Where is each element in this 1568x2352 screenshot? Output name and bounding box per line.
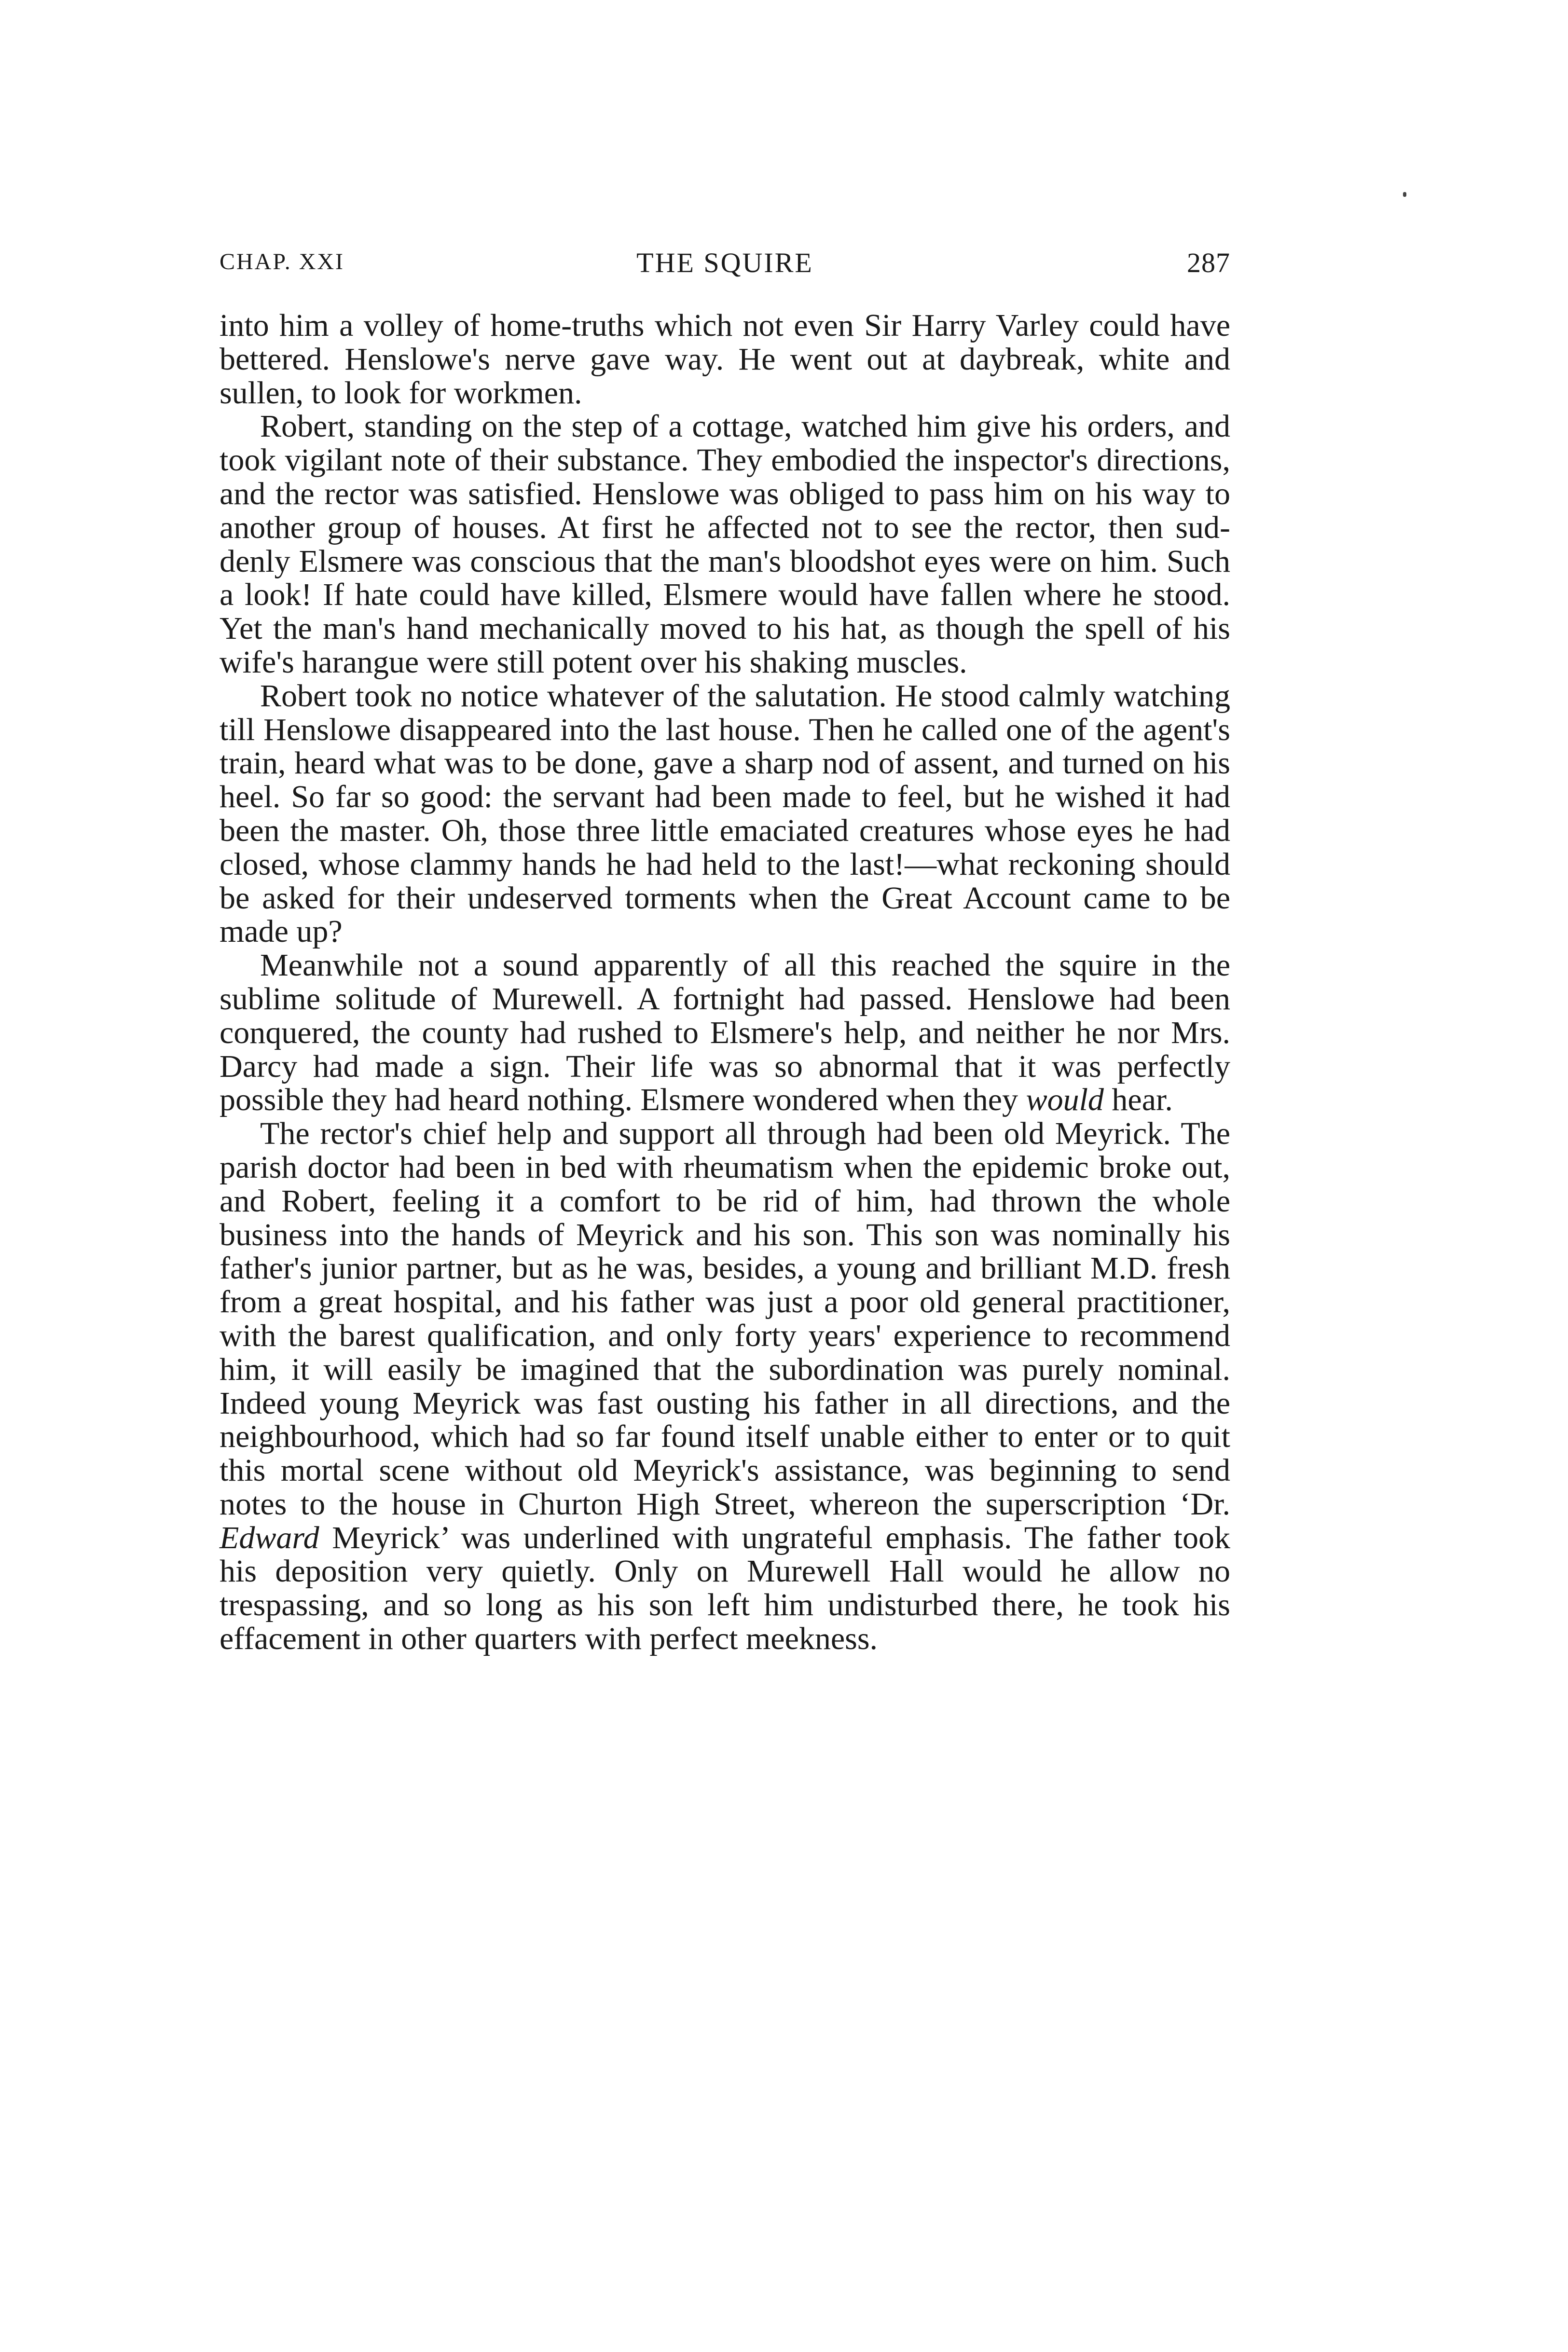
paragraph: into him a volley of home-truths which not even Sir Harry Varley could have bettered. Henslowe's nerve gave way. He went out at daybreak, white and sullen, to look for workmen. [220, 308, 1230, 411]
running-header [220, 248, 1230, 282]
running-title: THE SQUIRE [636, 247, 813, 278]
page-number: 287 [1187, 247, 1230, 278]
body-text [220, 309, 1230, 1656]
text-run: Meanwhile not a sound apparently of all this reached the squire in the sublime solitude of Murewell. A fortnight had passed. Henslowe had been conquered, the county had rushed to Elsmere's help, and neither he nor Mrs. Darcy had made a sign. Their life was so abnormal that it was perfectly possible they had heard nothing. Elsmere wondered when they [220, 948, 1230, 1118]
paragraph: Robert took no notice whatever of the salutation. He stood calmly watching till Henslowe disappeared into the last house. Then he called one of the agent's train, heard what was to be done, gave a sharp nod of assent, and turned on his heel. So far so good: the servant had been made to feel, but he wished it had been the master. Oh, those three little emaciated creatures whose eyes he had closed, whose clammy hands he had held to the last!—what reckoning should be asked for their undeserved torments when the Great Account came to be made up? [220, 678, 1230, 949]
text-run: The rector's chief help and support all through had been old Meyrick. The parish doctor had been in bed with rheumatism when the epidemic broke out, and Robert, feeling it a comfort to be rid of him, had thrown the whole business into the hands of Meyrick and his son. This son was nominally his father's junior partner, but as he was, besides, a young and brilliant M.D. fresh from a great hospital, and his father was just a poor old general practitioner, with the barest qualification, and only forty years' experience to recommend him, it will easily be imagined that the subordination was purely nominal. Indeed young Meyrick was fast ousting his father in all directions, and the neighbourhood, which had so far found itself unable either to enter or to quit this mortal scene without old Meyrick's assistance, was beginning to send notes to the house in Churton High Street, whereon the superscription ‘Dr. [220, 1116, 1230, 1522]
paragraph: Robert, standing on the step of a cottage, watched him give his orders, and took vigilant note of their substance. They embodied the inspector's directions, and the rector was satisfied. Henslowe was obliged to pass him on his way to another group of houses. At first he affected not to see the rector, then suddenly Elsmere was conscious that the man's bloodshot eyes were on him. Such a look! If hate could have killed, Elsmere would have fallen where he stood. Yet the man's hand mechanically moved to his hat, as though the spell of his wife's harangue were still potent over his shaking muscles. [220, 409, 1230, 680]
paragraph [220, 1117, 1230, 1656]
text-run: Meyrick’ was underlined with ungrateful emphasis. The father took his deposition very quietly. Only on Murewell Hall would he allow no trespassing, and so long as his son left him undisturbed there, he took his effacement in other quarters with perfect meekness. [220, 1520, 1230, 1657]
text-run: hear. [1103, 1082, 1173, 1118]
paragraph [220, 949, 1230, 1117]
ink-speck [1403, 192, 1406, 197]
chapter-label: CHAP. XXI [220, 249, 345, 275]
emphasized-word: would [1026, 1082, 1104, 1118]
emphasized-word: Edward [220, 1520, 319, 1555]
